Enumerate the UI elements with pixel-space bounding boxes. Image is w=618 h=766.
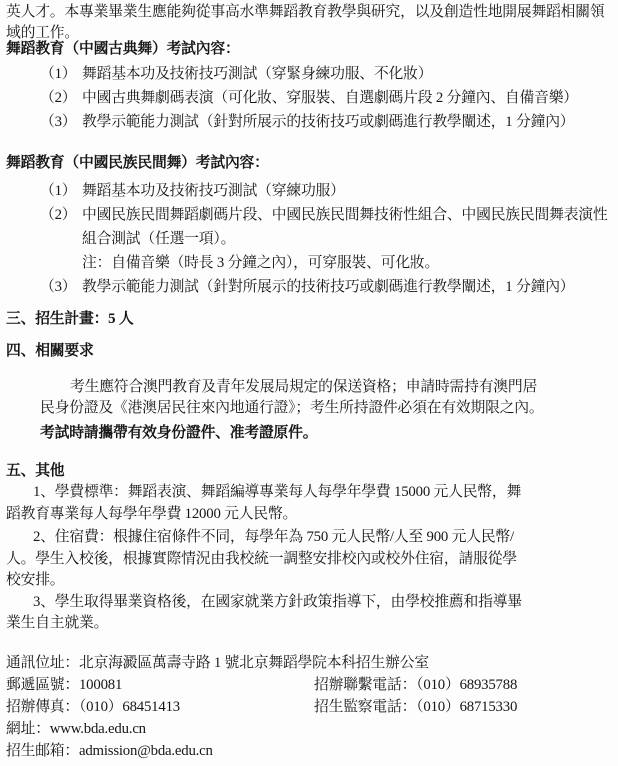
item-text: 教學示範能力測試（針對所展示的技術技巧或劇碼進行教學闡述，1 分鐘內）: [82, 279, 575, 295]
requirements-bold-notice: 考試時請攜帶有效身份證件、准考證原件。: [40, 425, 318, 441]
contact-address: 通訊位址：北京海澱區萬壽寺路 1 號北京舞蹈學院本科招生辦公室: [6, 654, 429, 671]
contact-website: 網址：www.bda.edu.cn: [6, 721, 146, 738]
classical-exam-item-3: [6, 110, 614, 134]
accommodation-line-1: 2、住宿費：根據住宿條件不同，每學年為 750 元人民幣/人至 900 元人民幣/: [33, 529, 514, 545]
intro-line-2: 域的工作。: [6, 25, 79, 41]
accommodation-line-2: 人。學生入校後，根據實際情況由我校統一調整安排校內或校外住宿，請服從學: [6, 550, 517, 567]
folk-exam-item-2: [6, 203, 614, 227]
item-number: （2）: [40, 90, 77, 106]
item-text: 中國古典舞劇碼表演（可化妝、穿服裝、自選劇碼片段 2 分鐘內、自備音樂）: [82, 90, 578, 106]
item-text: 舞蹈基本功及技術技巧測試（穿緊身練功服、不化妝）: [82, 66, 433, 82]
heading-enrollment-plan: 三、招生計畫：5 人: [6, 311, 134, 327]
intro-line-1: 英人才。本專業畢業生應能夠從事高水準舞蹈教育教學與研究，以及創造性地開展舞蹈相關領: [6, 4, 605, 20]
contact-supervision-phone: 招生監察電話：（010）68715330: [314, 698, 518, 715]
item-number: （1）: [40, 183, 77, 199]
tuition-line-2: 蹈教育專業每人每學年學費 12000 元人民幣。: [6, 505, 298, 522]
requirements-line-1: 考生應符合澳門教育及青年发展局規定的保送資格；申請時需持有澳門居: [70, 379, 538, 395]
requirements-line-2: 民身份證及《港澳居民往來內地通行證》；考生所持證件必須在有效期限之內。: [40, 400, 544, 416]
classical-exam-item-1: [6, 62, 614, 86]
contact-postcode: 郵遞區號：100081: [6, 676, 123, 693]
contact-admissions-phone: 招辦聯繫電話：（010）68935788: [314, 676, 518, 693]
folk-exam-item-1: [6, 179, 614, 203]
folk-exam-item-2-note: 注：自備音樂（時長 3 分鐘之內），可穿服裝、可化妝。: [82, 255, 440, 271]
heading-folk-exam: 舞蹈教育（中國民族民間舞）考試內容：: [6, 155, 269, 171]
item-number: （2）: [40, 207, 77, 223]
tuition-line-1: 1、學費標準：舞蹈表演、舞蹈編導專業每人每學年學費 15000 元人民幣，舞: [33, 484, 522, 500]
classical-exam-item-2: [6, 86, 614, 110]
item-text: 中國民族民間舞蹈劇碼片段、中國民族民間舞技術性組合、中國民族民間舞表演性: [82, 207, 608, 223]
contact-email: 招生邮箱：admission@bda.edu.cn: [6, 743, 213, 760]
heading-classical-exam: 舞蹈教育（中國古典舞）考試內容：: [6, 41, 240, 57]
contact-row-postcode-phone: [6, 674, 614, 696]
item-text: 教學示範能力測試（針對所展示的技術技巧或劇碼進行教學闡述，1 分鐘內）: [82, 114, 575, 130]
accommodation-line-3: 校安排。: [6, 572, 65, 588]
employment-line-1: 3、學生取得畢業資格後，在國家就業方針政策指導下，由學校推薦和指導畢: [33, 593, 522, 610]
heading-others: 五、其他: [6, 463, 65, 479]
contact-fax: 招辦傳真：（010）68451413: [6, 698, 180, 715]
item-number: （3）: [40, 279, 77, 295]
folk-exam-item-3: [6, 275, 614, 299]
contact-row-fax-supervision: [6, 696, 614, 718]
item-number: （3）: [40, 114, 77, 130]
item-number: （1）: [40, 66, 77, 82]
employment-line-2: 業生自主就業。: [6, 615, 109, 631]
contact-block: [6, 652, 614, 763]
item-text: 舞蹈基本功及技術技巧測試（穿練功服）: [82, 183, 345, 199]
heading-requirements: 四、相關要求: [6, 343, 94, 359]
folk-exam-item-2-continuation: 組合測試（任選一項）。: [82, 231, 236, 247]
